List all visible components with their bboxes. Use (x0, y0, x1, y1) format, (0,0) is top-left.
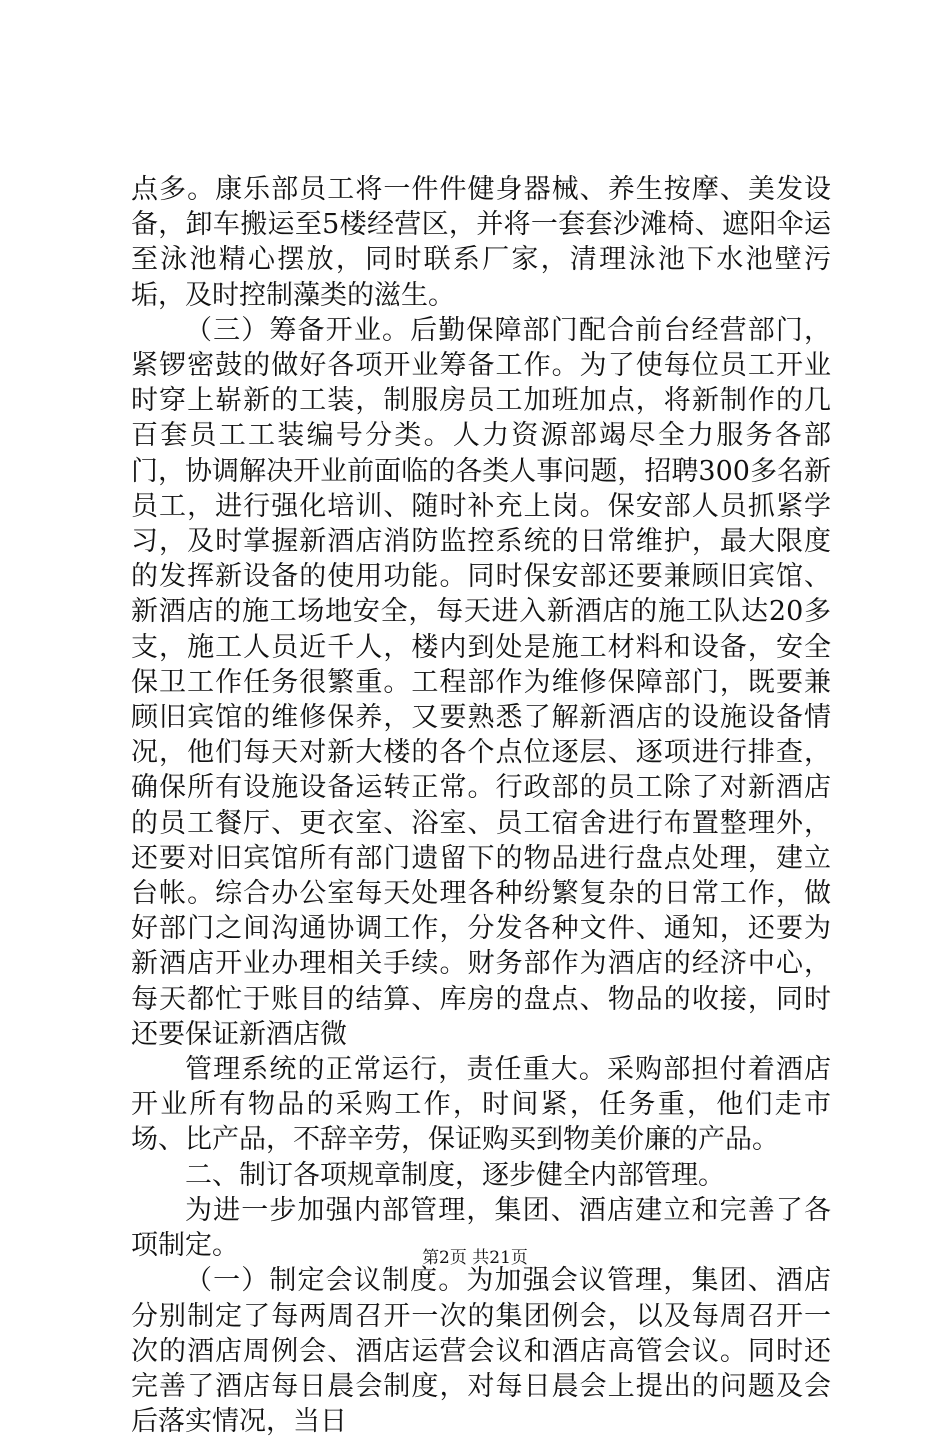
paragraph: 管理系统的正常运行，责任重大。采购部担付着酒店开业所有物品的采购工作，时间紧，任务重，他们走市场、比产品，不辞辛劳，保证购买到物美价廉的产品。 (131, 1054, 831, 1156)
paragraph: 点多。康乐部员工将一件件健身器械、养生按摩、美发设备，卸车搬运至5楼经营区，并将一套套沙滩椅、遮阳伞运至泳池精心摆放，同时联系厂家，清理泳池下水池壁污垢，及时控制藻类的滋生。 (131, 174, 831, 311)
paragraph: （一）制定会议制度。为加强会议管理，集团、酒店分别制定了每两周召开一次的集团例会，以及每周召开一次的酒店周例会、酒店运营会议和酒店高管会议。同时还完善了酒店每日晨会制度，对每日晨会上提出的问题及会后落实情况，当日 (131, 1265, 831, 1438)
page-number: 第2页 (422, 1248, 467, 1268)
page-total: 共21页 (472, 1248, 528, 1268)
page-footer (0, 1243, 950, 1268)
paragraph: （三）筹备开业。后勤保障部门配合前台经营部门，紧锣密鼓的做好各项开业筹备工作。为了使每位员工开业时穿上崭新的工装，制服房员工加班加点，将新制作的几百套员工工装编号分类。人力资源部竭尽全力服务各部门，协调解决开业前面临的各类人事问题，招聘300多名新员工，进行强化培训、随时补充上岗。保安部人员抓紧学习，及时掌握新酒店消防监控系统的日常维护，最大限度的发挥新设备的使用功能。同时保安部还要兼顾旧宾馆、新酒店的施工场地安全，每天进入新酒店的施工队达20多支，施工人员近千人，楼内到处是施工材料和设备，安全保卫工作任务很繁重。工程部作为维修保障部门，既要兼顾旧宾馆的维修保养，又要熟悉了解新酒店的设施设备情况，他们每天对新大楼的各个点位逐层、逐项进行排查，确保所有设施设备运转正常。行政部的员工除了对新酒店的员工餐厅、更衣室、浴室、员工宿舍进行布置整理外，还要对旧宾馆所有部门遗留下的物品进行盘点处理，建立台帐。综合办公室每天处理各种纷繁复杂的日常工作，做好部门之间沟通协调工作，分发各种文件、通知，还要为新酒店开业办理相关手续。财务部作为酒店的经济中心，每天都忙于账目的结算、库房的盘点、物品的收接，同时还要保证新酒店微 (131, 314, 831, 1050)
paragraph: 为进一步加强内部管理，集团、酒店建立和完善了各项制定。 (131, 1194, 831, 1262)
section-heading: 二、制订各项规章制度，逐步健全内部管理。 (185, 1159, 725, 1191)
